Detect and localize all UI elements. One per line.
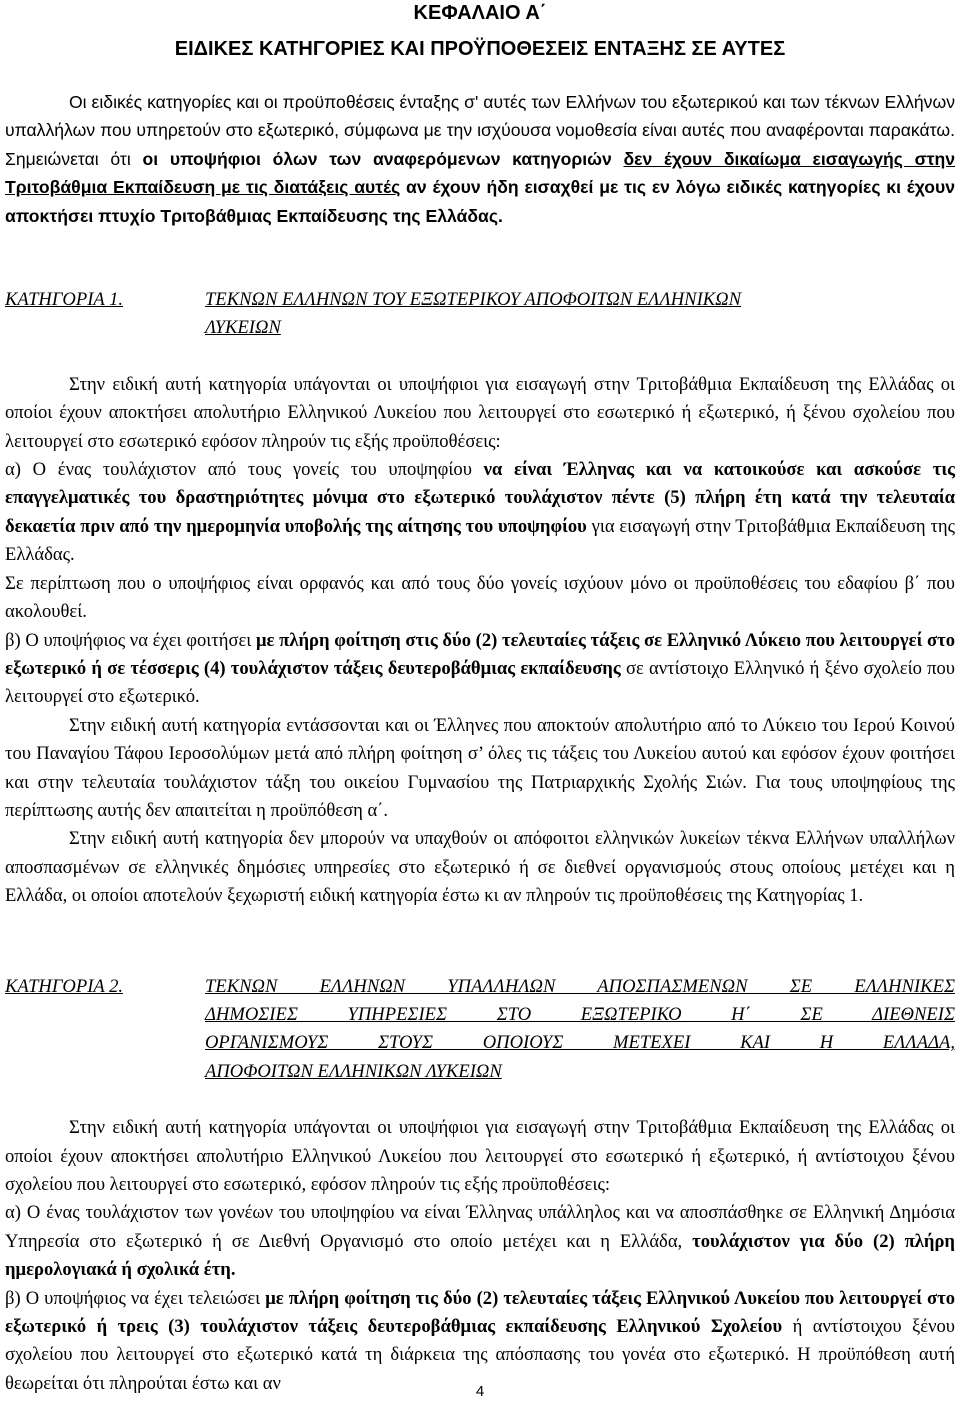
chapter-title: ΕΙΔΙΚΕΣ ΚΑΤΗΓΟΡΙΕΣ ΚΑΙ ΠΡΟΫΠΟΘΕΣΕΙΣ ΕΝΤΑΞΗΣ ΣΕ ΑΥΤΕΣ [174,38,786,60]
condition-b-bold: με πλήρη φοίτηση τις δύο (2) τελευταίες τάξεις Ελληνικού Λυκείου που λειτουργεί στο εξωτερικό ή τρεις (3) τουλάχιστον τάξεις δευτεροβάθμιας εκπαίδευσης Ελληνικού Σχολείου [5,1287,955,1338]
condition-b-text: β) Ο υποψήφιος να έχει φοιτήσει [5,629,256,651]
category-1-orphan-note: Σε περίπτωση που ο υποψήφιος είναι ορφανός και από τους δύο γονείς ισχύουν μόνο οι προϋποθέσεις του εδαφίου β΄ που ακολουθεί. [5,572,955,623]
category-1-title-line1: ΤΕΚΝΩΝ ΕΛΛΗΝΩΝ ΤΟΥ ΕΞΩΤΕΡΙΚΟΥ ΑΠΟΦΟΙΤΩΝ ΕΛΛΗΝΙΚΩΝ [205,289,742,311]
condition-a-tail: για εισαγωγή στην Τριτοβάθμια Εκπαίδευση της Ελλάδας. [5,515,955,566]
category-2-paragraph-1: Στην ειδική αυτή κατηγορία υπάγονται οι υποψήφιοι για εισαγωγή στην Τριτοβάθμια Εκπαίδευση της Ελλάδας οι οποίοι έχουν αποκτήσει απολυτήριο Ελληνικού Λυκείου που λειτουργεί στο εσωτερικό ή εξωτερικό, ή αντίστοιχου ξένου σχολείου που λειτουργεί στο εσωτερικό, εφόσον πληρούν τις εξής προϋποθέσεις: [5,1117,955,1195]
category-2-title-line2: ΔΗΜΟΣΙΕΣ ΥΠΗΡΕΣΙΕΣ ΣΤΟ ΕΞΩΤΕΡΙΚΟ Η΄ ΣΕ ΔΙΕΘΝΕΙΣ [205,1003,955,1025]
category-2-title [205,973,955,1087]
category-1-condition-b [5,627,955,712]
condition-b-tail: σε αντίστοιχο Ελληνικό ή ξένο σχολείο που λειτουργεί στο εξωτερικό. [5,657,955,708]
intro-bold-tail: αν έχουν ήδη εισαχθεί με τις εν λόγω ειδικές κατηγορίες κι έχουν αποκτήσει πτυχίο Τριτοβάθμιας Εκπαίδευσης της Ελλάδας. [5,177,955,226]
category-1-title-line2: ΛΥΚΕΙΩΝ [205,317,281,339]
category-2-label: ΚΑΤΗΓΟΡΙΑ 2. [5,975,124,997]
page-number: 4 [475,1383,485,1400]
category-2-heading [5,973,955,1087]
category-1-paragraph-2: Στην ειδική αυτή κατηγορία εντάσσονται και οι Έλληνες που αποκτούν απολυτήριο από το Λύκειο του Ιερού Κοινού του Παναγίου Τάφου Ιεροσολύμων μετά από πλήρη φοίτηση σ’ όλες τις τάξεις του Λυκείου αυτού και εφόσον έχουν φοιτήσει και στην τελευταία τουλάχιστον τάξη του οικείου Γυμνασίου της Πατριαρχικής Σχολής Σιών. Για τους υποψηφίους της περίπτωσης αυτής δεν απαιτείται η προϋπόθεση α΄. [5,714,955,821]
intro-paragraph [5,88,955,230]
condition-a-text: α) Ο ένας τουλάχιστον από τους γονείς του υποψηφίου [5,459,484,481]
category-1-heading [5,286,955,343]
category-2-condition-a [5,1199,955,1284]
condition-b-tail: ή αντίστοιχου ξένου σχολείου που λειτουργεί στο εξωτερικό κατά τη διάρκεια της απόσπασης του γονέα στο εξωτερικό. Η προϋπόθεση αυτή θεωρείται ότι πληρούται έστω και αν [5,1316,955,1394]
condition-a-text: α) Ο ένας τουλάχιστον των γονέων του υποψηφίου να είναι Έλληνας υπάλληλος και να αποσπάσθηκε σε Ελληνική Δημόσια Υπηρεσία στο εξωτερικό ή σε Διεθνή Οργανισμό στο οποίο μετέχει και η Ελλάδα, [5,1202,955,1252]
spacer [5,1086,955,1114]
intro-text: Οι ειδικές κατηγορίες και οι προϋποθέσεις ένταξης σ' αυτές των Ελλήνων του εξωτερικού και των τέκνων Ελλήνων υπαλλήλων που υπηρετούν στο εξωτερικό, σύμφωνα με την ισχύουσα νομοθεσία είναι αυτές που αναφέρονται παρακάτω. Σημειώνεται ότι [5,92,955,169]
category-2-title-line3: ΟΡΓΑΝΙΣΜΟΥΣ ΣΤΟΥΣ ΟΠΟΙΟΥΣ ΜΕΤΕΧΕΙ ΚΑΙ Η ΕΛΛΑΔΑ, [205,1032,955,1054]
category-1-condition-a [5,456,955,570]
category-1-label: ΚΑΤΗΓΟΡΙΑ 1. [5,289,124,311]
spacer [5,230,955,258]
spacer [5,343,955,371]
condition-a-bold: τουλάχιστον για δύο (2) πλήρη ημερολογιακά ή σχολικά έτη. [5,1230,955,1281]
intro-bold: οι υποψήφιοι όλων των αναφερόμενων κατηγοριών [142,148,624,169]
condition-a-bold: να είναι Έλληνας και να κατοικούσε και ασκούσε τις επαγγελματικές του δραστηριότητες μόνιμα στο εξωτερικό τουλάχιστον πέντε (5) πλήρη έτη κατά την τελευταία δεκαετία πριν από την ημερομηνία υποβολής της αίτησης του υποψηφίου [5,459,955,537]
category-1-title [205,286,955,343]
condition-b-bold: με πλήρη φοίτηση στις δύο (2) τελευταίες τάξεις σε Ελληνικό Λύκειο που λειτουργεί στο εξωτερικό ή σε τέσσερις (4) τουλάχιστον τάξεις δευτεροβάθμιας εκπαίδευσης [5,629,956,679]
spacer [5,911,955,945]
condition-b-text: β) Ο υποψήφιος να έχει τελειώσει [5,1287,266,1309]
intro-bold-underlined: δεν έχουν δικαίωμα εισαγωγής στην Τριτοβάθμια Εκπαίδευση με τις διατάξεις αυτές [5,148,956,198]
category-2-title-line1: ΤΕΚΝΩΝ ΕΛΛΗΝΩΝ ΥΠΑΛΛΗΛΩΝ ΑΠΟΣΠΑΣΜΕΝΩΝ ΣΕ ΕΛΛΗΝΙΚΕΣ [205,975,955,997]
chapter-heading: ΚΕΦΑΛΑΙΟ Α΄ [413,2,547,24]
category-2-condition-b [5,1285,955,1399]
category-2-title-line4: ΑΠΟΦΟΙΤΩΝ ΕΛΛΗΝΙΚΩΝ ΛΥΚΕΙΩΝ [205,1060,502,1082]
category-1-paragraph-3: Στην ειδική αυτή κατηγορία δεν μπορούν να υπαχθούν οι απόφοιτοι ελληνικών λυκείων τέκνα Ελλήνων υπαλλήλων αποσπασμένων σε ελληνικές δημόσιες υπηρεσίες στο εξωτερικό ή σε διεθνεί οργανισμούς στους οποίους μετέχει και η Ελλάδα, οι οποίοι αποτελούν ξεχωριστή ειδική κατηγορία έστω κι αν πληρούν τις προϋποθέσεις της Κατηγορίας 1. [5,828,955,907]
category-1-paragraph-1: Στην ειδική αυτή κατηγορία υπάγονται οι υποψήφιοι για εισαγωγή στην Τριτοβάθμια Εκπαίδευση της Ελλάδας οι οποίοι έχουν αποκτήσει απολυτήριο Ελληνικού Λυκείου που λειτουργεί στο εσωτερικό ή εξωτερικό, ή ξένου σχολείου που λειτουργεί στο εσωτερικό εφόσον πληρούν τις εξής προϋποθέσεις: [5,373,955,452]
